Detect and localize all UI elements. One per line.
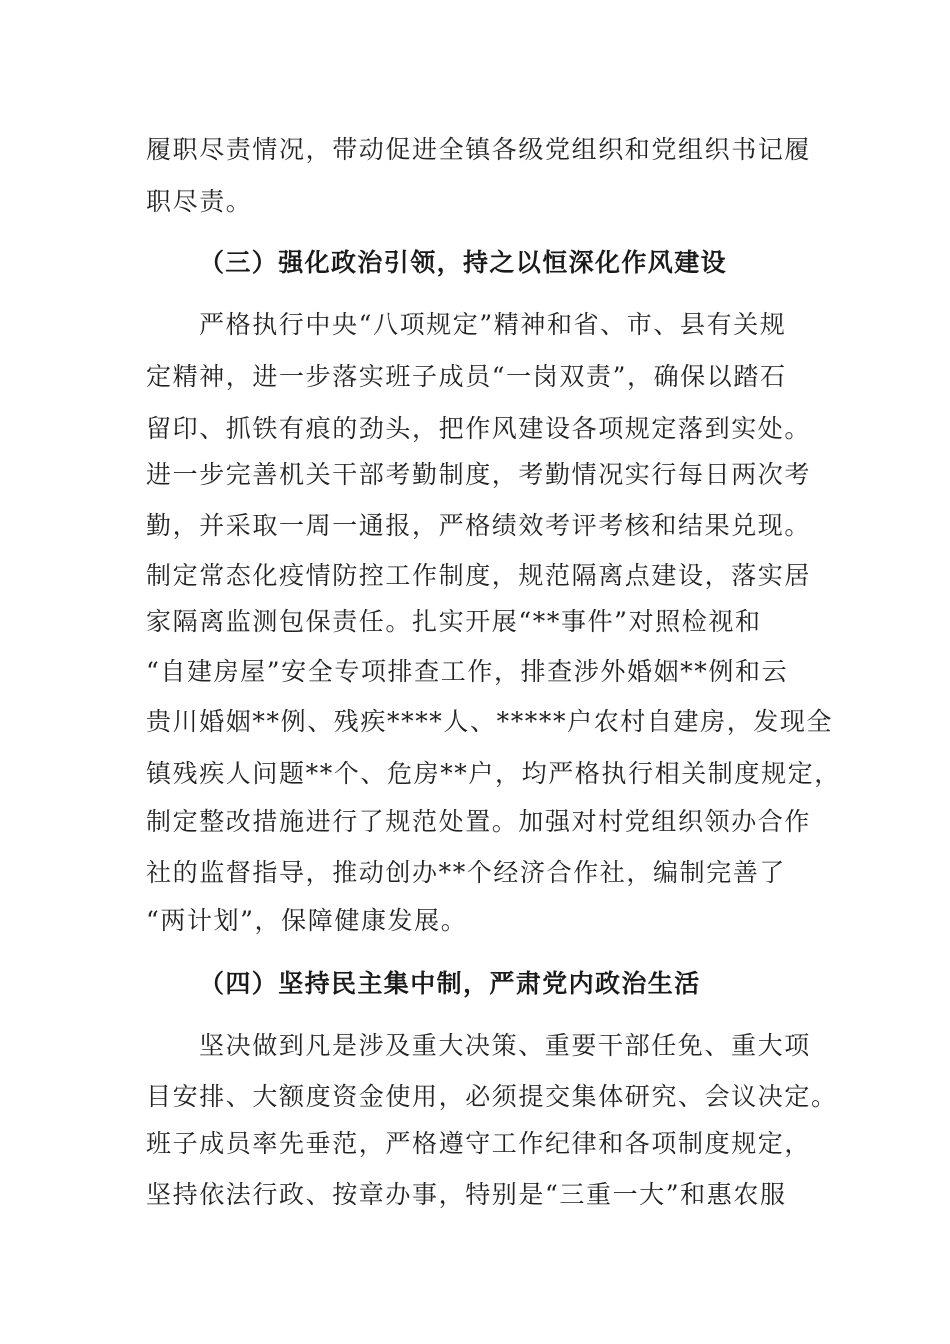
paragraph-line: 坚持依法行政、按章办事，特别是“三重一大”和惠农服	[146, 1180, 787, 1209]
paragraph-line: 留印、抓铁有痕的劲头，把作风建设各项规定落到实处。	[146, 414, 812, 443]
paragraph-line: 镇残疾人问题**个、危房**户，均严格执行相关制度规定，	[146, 759, 841, 788]
paragraph-line: 履职尽责情况，带动促进全镇各级党组织和党组织书记履	[146, 135, 812, 164]
paragraph-line: 目安排、大额度资金使用，必须提交集体研究、会议决定。	[146, 1082, 838, 1111]
paragraph-line: 班子成员率先垂范，严格遵守工作纪律和各项制度规定，	[146, 1129, 812, 1158]
paragraph-line: 进一步完善机关干部考勤制度，考勤情况实行每日两次考	[146, 460, 812, 489]
paragraph-line: 制定常态化疫情防控工作制度，规范隔离点建设，落实居	[146, 561, 812, 590]
paragraph-line: “两计划”，保障健康发展。	[146, 906, 468, 935]
paragraph-line: 职尽责。	[146, 187, 253, 216]
paragraph-line: 坚决做到凡是涉及重大决策、重要干部任免、重大项	[199, 1031, 811, 1060]
section-heading-3: （三）强化政治引领，持之以恒深化作风建设	[199, 248, 728, 277]
paragraph-line: 严格执行中央“八项规定”精神和省、市、县有关规	[199, 310, 787, 339]
paragraph-line: 勤，并采取一周一通报，严格绩效考评考核和结果兑现。	[146, 511, 812, 540]
paragraph-line: 社的监督指导，推动创办**个经济合作社，编制完善了	[146, 858, 787, 887]
paragraph-line: “自建房屋”安全专项排查工作，排查涉外婚姻**例和云	[146, 657, 789, 686]
paragraph-line: 定精神，进一步落实班子成员“一岗双责”，确保以踏石	[146, 362, 787, 391]
paragraph-line: 制定整改措施进行了规范处置。加强对村党组织领办合作	[146, 807, 812, 836]
section-heading-4: （四）坚持民主集中制，严肃党内政治生活	[199, 969, 701, 998]
paragraph-line: 家隔离监测包保责任。扎实开展“**事件”对照检视和	[146, 607, 762, 636]
paragraph-line: 贵川婚姻**例、残疾****人、*****户农村自建房，发现全	[146, 707, 834, 736]
